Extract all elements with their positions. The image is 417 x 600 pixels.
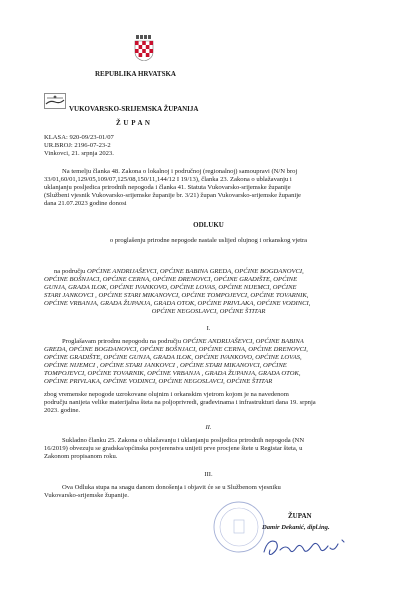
office-title: Ž U P A N: [116, 119, 151, 127]
signature-role: ŽUPAN: [288, 512, 312, 520]
section3-line: Vukovarsko-srijemske županije.: [44, 492, 129, 499]
preamble-line: Na temelju članka 48. Zakona o lokalnoj i područnoj (regionalnoj) samoupravi (N/N broj: [62, 168, 298, 175]
section1-line: [62, 338, 304, 346]
section-number: I.: [206, 325, 211, 332]
county-emblem-icon: [44, 93, 66, 109]
section1-names: OPĆINE ANDRIJAŠEVCI, OPĆINE BABINA: [182, 338, 304, 345]
area-line: GUNJA, GRADA ILOK, OPĆINE IVANKOVO, OPĆINE LOVAS, OPĆINE NIJEMCI, OPĆINE: [44, 284, 297, 291]
document-title: ODLUKU: [193, 221, 224, 229]
signature-name: Damir Dekanić, dipl.ing.: [262, 524, 330, 531]
area-line: OPĆINE NEGOSLAVCI, OPĆINE ŠTITAR: [151, 308, 266, 315]
urbroj-label: UR.BROJ: 2196-07-23-2: [44, 142, 111, 149]
section1-line: GREDA, OPĆINE BOGDANOVCI, OPĆINE BOŠNJACI, OPĆINE CERNA, OPĆINE DRENOVCI,: [44, 346, 308, 353]
section1-line: 2023. godine.: [44, 407, 81, 414]
section-number: III.: [204, 471, 213, 478]
handwritten-signature-icon: [258, 534, 358, 562]
area-line: OPĆINE VRBANJA, GRADA ŽUPANJA, GRADA OTOK, OPĆINE PRIVLAKA, OPĆINE VODINCI,: [44, 300, 311, 307]
section2-line: Sukladno članku 25. Zakona o ublažavanju i uklanjanju posljedica prirodnih nepogoda (NN: [62, 437, 305, 444]
preamble-line: (Službeni vjesnik Vukovarsko-srijemske županije br. 3/21) župan Vukovarsko-srijemske županije: [44, 192, 301, 199]
section1-line: TOMPOJEVCI, OPĆINE TOVARNIK, OPĆINE VRBANJA , GRADA ŽUPANJA, GRADA OTOK,: [44, 370, 301, 377]
section-number: II.: [205, 424, 212, 431]
area-prefix: na području: [54, 268, 87, 275]
preamble-line: dana 21.07.2023 godine donosi: [44, 200, 127, 207]
area-line: [54, 268, 384, 276]
document-subtitle: o proglašenju prirodne nepogode nastale uslijed olujnog i orkanskog vjetra: [109, 237, 308, 244]
section2-line: 16/2019) obvezuju se gradska/općinska povjerenstva unijeti prve procjene štete u Registar šteta, u: [44, 445, 303, 452]
area-names: OPĆINE ANDRIJAŠEVCI, OPĆINE BABINA GREDA, OPĆINE BOGDANOVCI,: [86, 268, 304, 275]
section1-line: OPĆINE GRADIŠTE, OPĆINE GUNJA, GRADA ILOK, OPĆINE IVANKOVO, OPĆINE LOVAS,: [44, 354, 302, 361]
coat-of-arms-icon: [134, 35, 154, 61]
section1-line: OPĆINE PRIVLAKA, OPĆINE VODINCI, OPĆINE NEGOSLAVCI, OPĆINE ŠTITAR: [44, 378, 273, 385]
preamble-line: uklanjanju posljedica prirodnih nepogoda i članka 41. Statuta Vukovarsko-srijemske županije: [44, 184, 291, 191]
county-name: VUKOVARSKO-SRIJEMSKA ŽUPANIJA: [69, 105, 199, 113]
preamble-line: 33/01,60/01,129/05,109/07,125/08,150/11,144/12 I 19/13), članka 23. Zakona o ublažavanju i: [44, 176, 292, 183]
section1-line: OPĆINE NIJEMCI , OPĆINE STARI JANKOVCI , OPĆINE STARI MIKANOVCI, OPĆINE: [44, 362, 287, 369]
area-line: OPĆINE BOŠNJACI, OPĆINE CERNA, OPĆINE DRENOVCI, OPĆINE GRADIŠTE, OPĆINE: [44, 276, 298, 283]
section1-line: području nanijeta velike materijalna šteta na poljoprivredi, građevinama i infrastrukturi dana 19. srpnja: [44, 399, 316, 406]
place-date: Vinkovci, 21. srpnja 2023.: [44, 150, 114, 157]
section3-line: Ova Odluka stupa na snagu danom donošenja i objavit će se u Službenom vjesniku: [62, 484, 281, 491]
country-name: REPUBLIKA HRVATSKA: [95, 70, 176, 78]
section2-line: Zakonom propisanom roku.: [44, 453, 118, 460]
section1-prefix: Proglašavam prirodnu nepogodu na području: [62, 338, 183, 345]
section1-line: zbog vremenske nepogode uzrokovane olujnim i orkanskim vjetrom kojom je na navedenom: [44, 391, 289, 398]
area-line: STARI JANKOVCI , OPĆINE STARI MIKANOVCI, OPĆINE TOMPOJEVCI, OPĆINE TOVARNIK,: [44, 292, 309, 299]
klasa-label: KLASA: 920-09/23-01/07: [44, 134, 114, 141]
